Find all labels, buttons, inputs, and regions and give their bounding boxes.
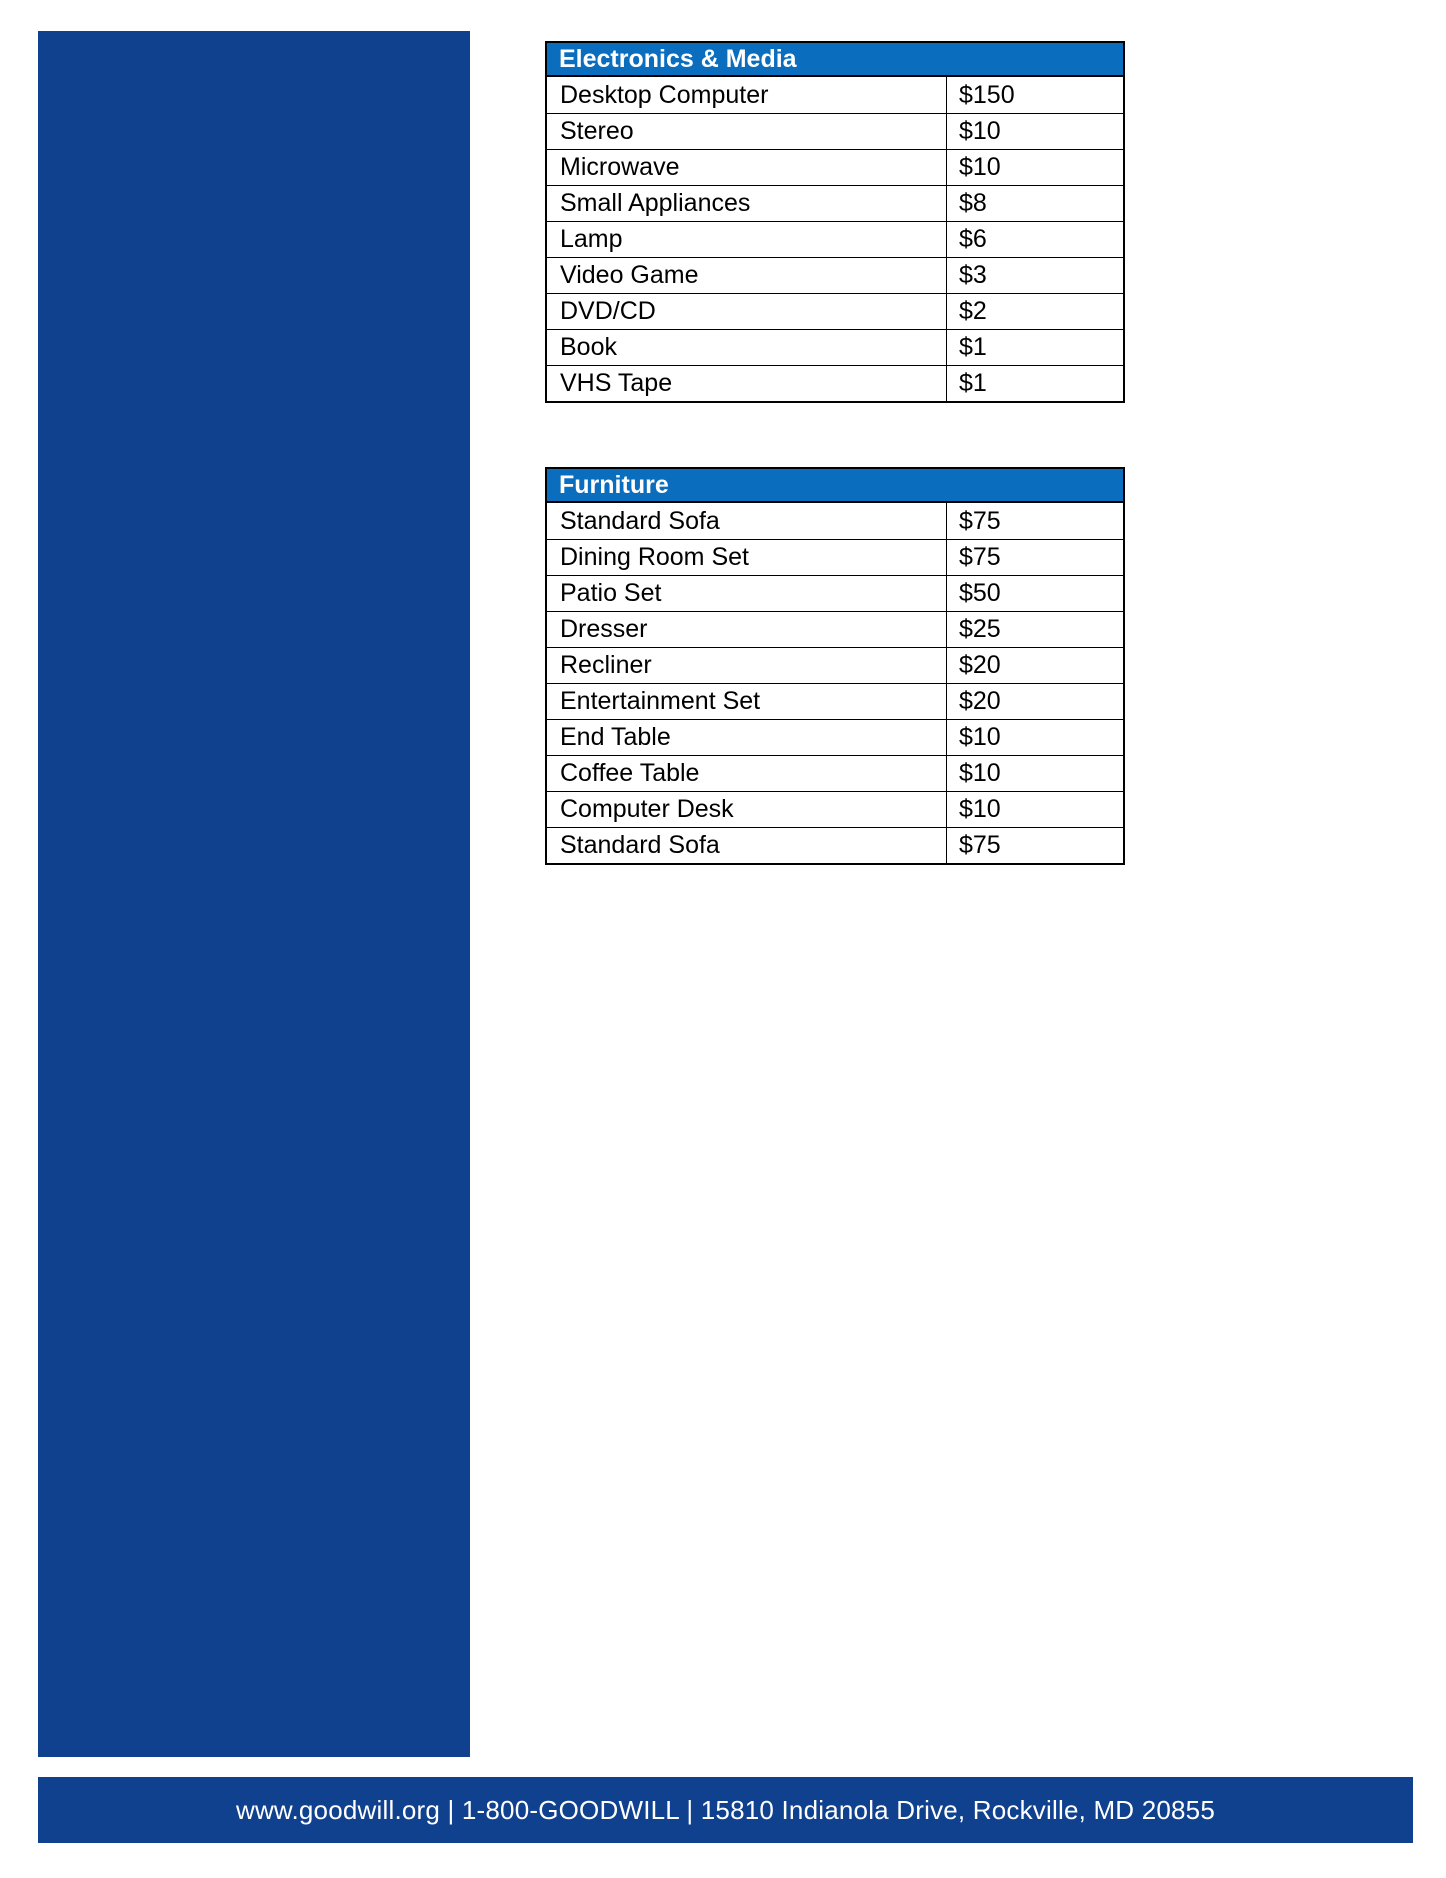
item-price-cell: $150 [959, 80, 1015, 109]
item-name-cell: Recliner [547, 648, 947, 683]
item-name-cell: Dining Room Set [547, 540, 947, 575]
item-price-cell: $2 [959, 297, 987, 325]
table-row [547, 257, 1123, 293]
table-row [547, 647, 1123, 683]
item-name-cell: Standard Sofa [547, 828, 947, 863]
item-price-cell: $25 [959, 615, 1001, 643]
table-row [547, 185, 1123, 221]
item-price-cell: $75 [959, 506, 1001, 535]
item-price-cell: $8 [959, 189, 987, 217]
furniture-table-title: Furniture [547, 469, 1123, 503]
table-row [547, 755, 1123, 791]
table-row [547, 77, 1123, 113]
table-row [547, 575, 1123, 611]
item-name-cell: DVD/CD [547, 294, 947, 329]
item-name-cell: End Table [547, 720, 947, 755]
table-row [547, 113, 1123, 149]
item-price-cell: $10 [959, 723, 1001, 751]
item-name-cell: Video Game [547, 258, 947, 293]
electronics-media-table-title: Electronics & Media [547, 43, 1123, 77]
item-name-cell: Computer Desk [547, 792, 947, 827]
footer-contact-text: www.goodwill.org | 1-800-GOODWILL | 15810 Indianola Drive, Rockville, MD 20855 [235, 1794, 1216, 1825]
item-price-cell: $75 [959, 543, 1001, 571]
item-price-cell: $10 [959, 117, 1001, 145]
table-row [547, 365, 1123, 401]
item-price-cell: $1 [959, 369, 987, 397]
table-row [547, 719, 1123, 755]
item-price-cell: $1 [959, 333, 987, 361]
table-row [547, 611, 1123, 647]
item-price-cell: $3 [959, 261, 987, 289]
item-price-cell: $75 [959, 831, 1001, 859]
table-row [547, 293, 1123, 329]
item-name-cell: VHS Tape [547, 366, 947, 401]
furniture-table-body [547, 503, 1123, 863]
item-price-cell: $10 [959, 759, 1001, 787]
item-price-cell: $10 [959, 795, 1001, 823]
left-navy-panel [38, 31, 470, 1757]
item-name-cell: Standard Sofa [547, 503, 947, 539]
item-name-cell: Dresser [547, 612, 947, 647]
electronics-media-table [545, 41, 1125, 403]
item-name-cell: Coffee Table [547, 756, 947, 791]
item-name-cell: Lamp [547, 222, 947, 257]
table-row [547, 539, 1123, 575]
item-name-cell: Small Appliances [547, 186, 947, 221]
item-price-cell: $6 [959, 225, 987, 253]
item-price-cell: $50 [959, 579, 1001, 607]
table-row [547, 329, 1123, 365]
table-row [547, 149, 1123, 185]
footer-bar [38, 1777, 1413, 1843]
table-row [547, 221, 1123, 257]
item-price-cell: $20 [959, 687, 1001, 715]
table-row [547, 683, 1123, 719]
item-name-cell: Book [547, 330, 947, 365]
table-row [547, 791, 1123, 827]
item-price-cell: $20 [959, 651, 1001, 679]
item-name-cell: Microwave [547, 150, 947, 185]
table-row [547, 503, 1123, 539]
item-price-cell: $10 [959, 153, 1001, 181]
electronics-media-table-body [547, 77, 1123, 401]
furniture-table [545, 467, 1125, 865]
item-name-cell: Entertainment Set [547, 684, 947, 719]
item-name-cell: Stereo [547, 114, 947, 149]
item-name-cell: Desktop Computer [547, 77, 947, 113]
item-name-cell: Patio Set [547, 576, 947, 611]
table-row [547, 827, 1123, 863]
